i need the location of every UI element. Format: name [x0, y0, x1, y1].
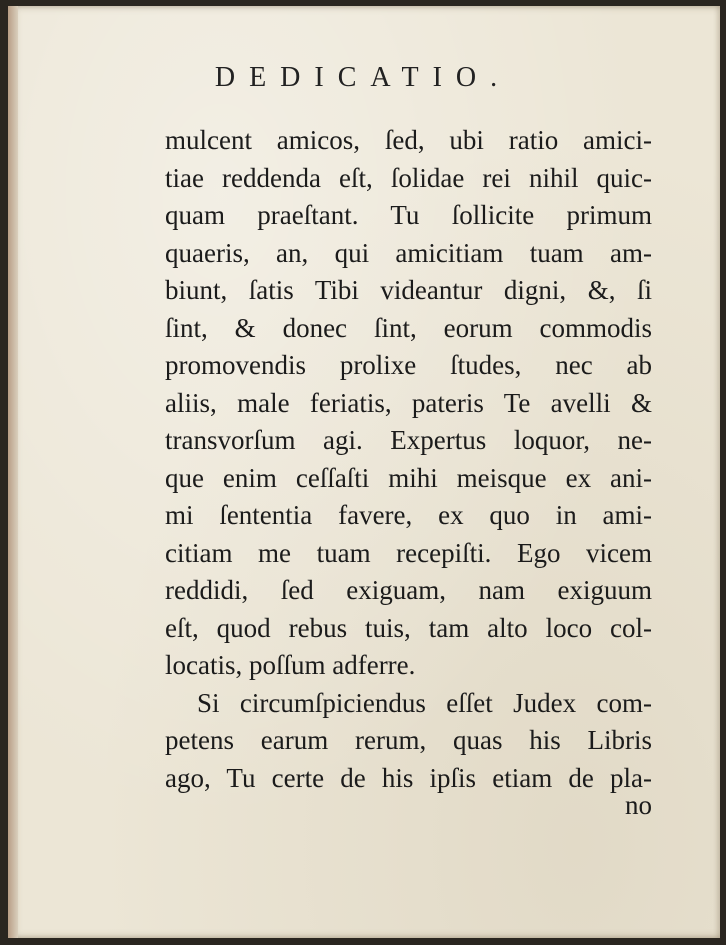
text-line: reddidi, ſed exiguam, nam exiguum	[165, 575, 652, 605]
text-line: petens earum rerum, quas his Libris	[165, 725, 652, 755]
text-line: ſint, & donec ſint, eorum commodis	[165, 312, 652, 343]
text-line: tiae reddenda eſt, ſolidae rei nihil quic-	[165, 162, 652, 193]
text-line: promovendis prolixe ſtudes, nec ab	[165, 350, 652, 380]
body-text	[165, 122, 652, 797]
text-line: aliis, male feriatis, pateris Te avelli &	[165, 387, 652, 418]
page-gutter	[8, 6, 18, 938]
text-line: eſt, quod rebus tuis, tam alto loco col-	[165, 612, 652, 643]
text-line: biunt, ſatis Tibi videantur digni, &, ſi	[165, 275, 652, 305]
text-line: ago, Tu certe de his ipſis etiam de pla-	[165, 762, 652, 793]
text-line: que enim ceſſaſti mihi meisque ex ani-	[165, 462, 652, 493]
catchword: no	[625, 790, 652, 820]
text-line: locatis, poſſum adferre.	[165, 650, 416, 680]
page-header: DEDICATIO.	[214, 62, 512, 93]
text-line: transvorſum agi. Expertus loquor, ne-	[165, 425, 652, 455]
text-line: citiam me tuam recepiſti. Ego vicem	[165, 537, 652, 568]
text-line: Si circumſpiciendus eſſet Judex com-	[197, 687, 652, 718]
text-line: quam praeſtant. Tu ſollicite primum	[165, 200, 652, 230]
text-line: quaeris, an, qui amicitiam tuam am-	[165, 237, 652, 268]
text-line: mi ſententia favere, ex quo in ami-	[165, 500, 652, 530]
text-line: mulcent amicos, ſed, ubi ratio amici-	[165, 125, 652, 155]
